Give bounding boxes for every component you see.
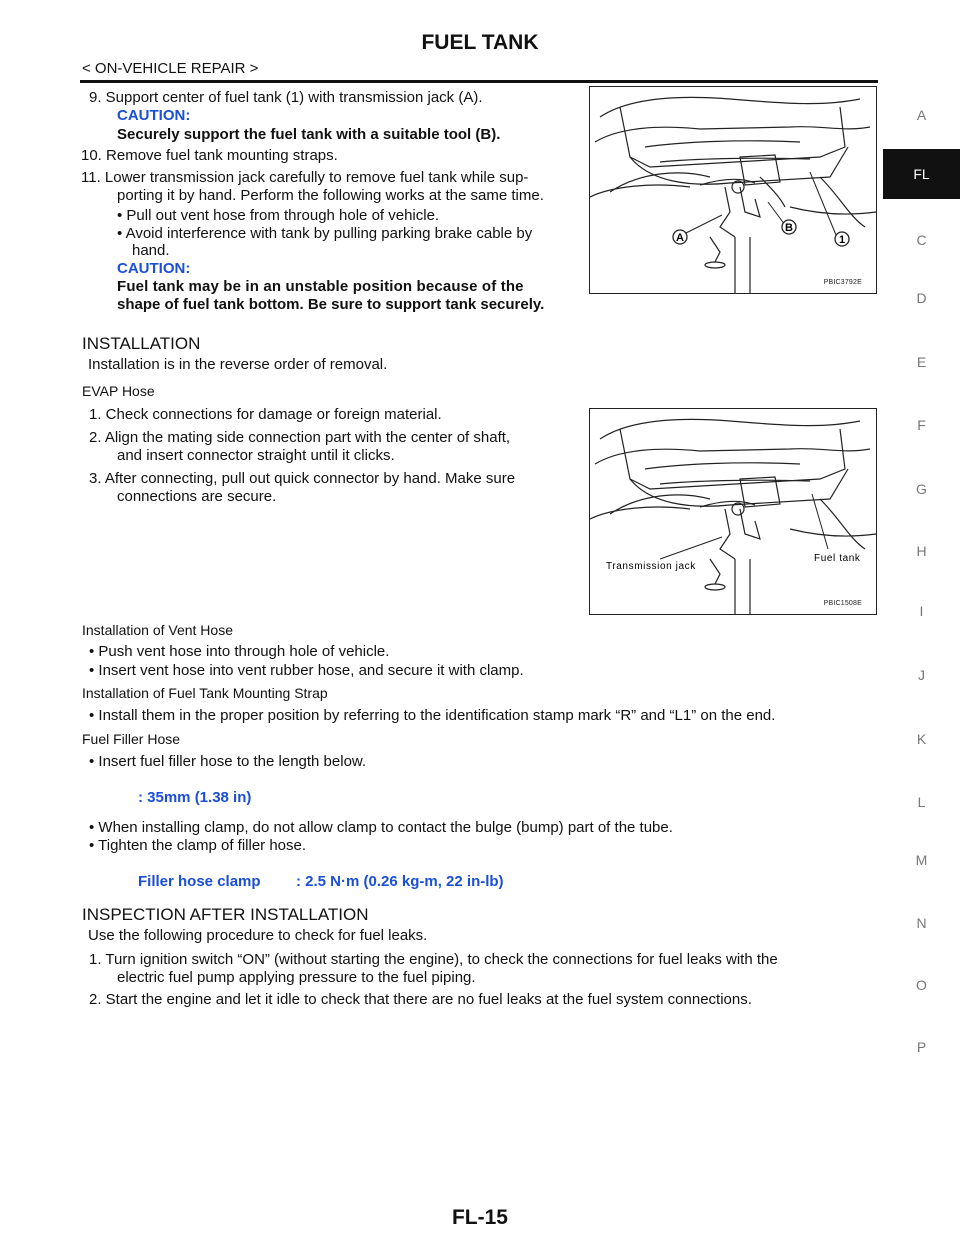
clamp-torque-spec-label: Filler hose clamp (138, 873, 261, 890)
step-11-bullet-1: • Pull out vent hose from through hole of vehicle. (117, 207, 440, 224)
header-rule (80, 80, 878, 83)
step-10: 10. Remove fuel tank mounting straps. (81, 147, 338, 164)
vent-hose-bullet-1: • Push vent hose into through hole of vehicle. (89, 643, 390, 660)
step-9: 9. Support center of fuel tank (1) with transmission jack (A). (89, 89, 483, 106)
figure2-label-tank: Fuel tank (814, 553, 861, 564)
filler-hose-bullet-2: • When installing clamp, do not allow clamp to contact the bulge (bump) part of the tube. (89, 819, 673, 836)
clamp-torque-spec-value: : 2.5 N·m (0.26 kg-m, 22 in-lb) (296, 873, 504, 890)
index-tab-i[interactable]: I (919, 603, 924, 619)
inspection-step-2: 2. Start the engine and let it idle to check that there are no fuel leaks at the fuel system connections. (89, 991, 752, 1008)
index-tab-p[interactable]: P (916, 1039, 927, 1055)
evap-step-3-line2: connections are secure. (117, 488, 277, 505)
step-9-caution-label: CAUTION: (117, 107, 191, 124)
index-tab-k[interactable]: K (916, 731, 927, 747)
figure1-code: PBIC3792E (823, 279, 862, 286)
transmission-jack-illustration (590, 409, 876, 614)
step-11-caution-label: CAUTION: (117, 260, 191, 277)
index-tab-l[interactable]: L (917, 794, 926, 810)
index-tab-j[interactable]: J (918, 667, 925, 683)
inspection-heading: INSPECTION AFTER INSTALLATION (82, 905, 369, 924)
installation-heading: INSTALLATION (82, 334, 201, 353)
index-tab-c[interactable]: C (916, 232, 927, 248)
evap-step-1: 1. Check connections for damage or foreign material. (89, 406, 442, 423)
index-tab-e[interactable]: E (916, 354, 927, 370)
mounting-strap-bullet-1: • Install them in the proper position by referring to the identification stamp mark “R” and “L1” on the end. (89, 707, 776, 724)
fuel-tank-jack-illustration (590, 87, 876, 293)
step-11-line2: porting it by hand. Perform the following works at the same time. (117, 187, 544, 204)
filler-hose-length-spec: : 35mm (1.38 in) (138, 789, 252, 806)
page-title: FUEL TANK (421, 31, 539, 54)
vent-hose-heading: Installation of Vent Hose (82, 622, 233, 638)
index-tab-fl[interactable]: FL (883, 149, 960, 199)
vent-hose-bullet-2: • Insert vent hose into vent rubber hose, and secure it with clamp. (89, 662, 524, 679)
step-11-caution-line2: shape of fuel tank bottom. Be sure to support tank securely. (117, 296, 545, 313)
evap-hose-heading: EVAP Hose (82, 383, 155, 399)
inspection-step-1-line1: 1. Turn ignition switch “ON” (without starting the engine), to check the connections for fuel leaks with the (89, 951, 778, 968)
figure2-label-jack: Transmission jack (606, 561, 696, 572)
installation-intro: Installation is in the reverse order of removal. (88, 356, 388, 373)
figure2-code: PBIC1508E (823, 600, 862, 607)
filler-hose-bullet-3: • Tighten the clamp of filler hose. (89, 837, 307, 854)
step-11-caution-line1: Fuel tank may be in an unstable position because of the (117, 278, 524, 295)
index-tab-o[interactable]: O (916, 977, 927, 993)
figure1-label-b: B (785, 222, 793, 234)
step-11-bullet-2-line1: • Avoid interference with tank by pulling parking brake cable by (117, 225, 533, 242)
figure1-label-a: A (676, 232, 684, 244)
mounting-strap-heading: Installation of Fuel Tank Mounting Strap (82, 685, 328, 701)
section-subheader: < ON-VEHICLE REPAIR > (82, 60, 259, 77)
filler-hose-bullet-1: • Insert fuel filler hose to the length below. (89, 753, 367, 770)
index-tab-n[interactable]: N (916, 915, 927, 931)
inspection-step-1-line2: electric fuel pump applying pressure to the fuel piping. (117, 969, 476, 986)
evap-step-3-line1: 3. After connecting, pull out quick connector by hand. Make sure (89, 470, 516, 487)
filler-hose-heading: Fuel Filler Hose (82, 731, 181, 747)
index-tab-m[interactable]: M (915, 852, 928, 868)
inspection-intro: Use the following procedure to check for fuel leaks. (88, 927, 428, 944)
page-number: FL-15 (451, 1206, 508, 1229)
step-9-caution-text: Securely support the fuel tank with a suitable tool (B). (117, 126, 501, 143)
figure1-label-1: 1 (838, 234, 846, 246)
step-11-bullet-2-line2: hand. (132, 242, 170, 259)
figure-transmission-jack (589, 408, 877, 615)
index-tab-d[interactable]: D (916, 290, 927, 306)
figure-fuel-tank-support (589, 86, 877, 294)
evap-step-2-line2: and insert connector straight until it clicks. (117, 447, 395, 464)
index-tab-a[interactable]: A (916, 107, 927, 123)
index-tab-f[interactable]: F (917, 417, 926, 433)
evap-step-2-line1: 2. Align the mating side connection part with the center of shaft, (89, 429, 511, 446)
step-11-line1: 11. Lower transmission jack carefully to remove fuel tank while sup- (81, 169, 529, 186)
index-tab-g[interactable]: G (916, 481, 927, 497)
index-tab-h[interactable]: H (916, 543, 927, 559)
